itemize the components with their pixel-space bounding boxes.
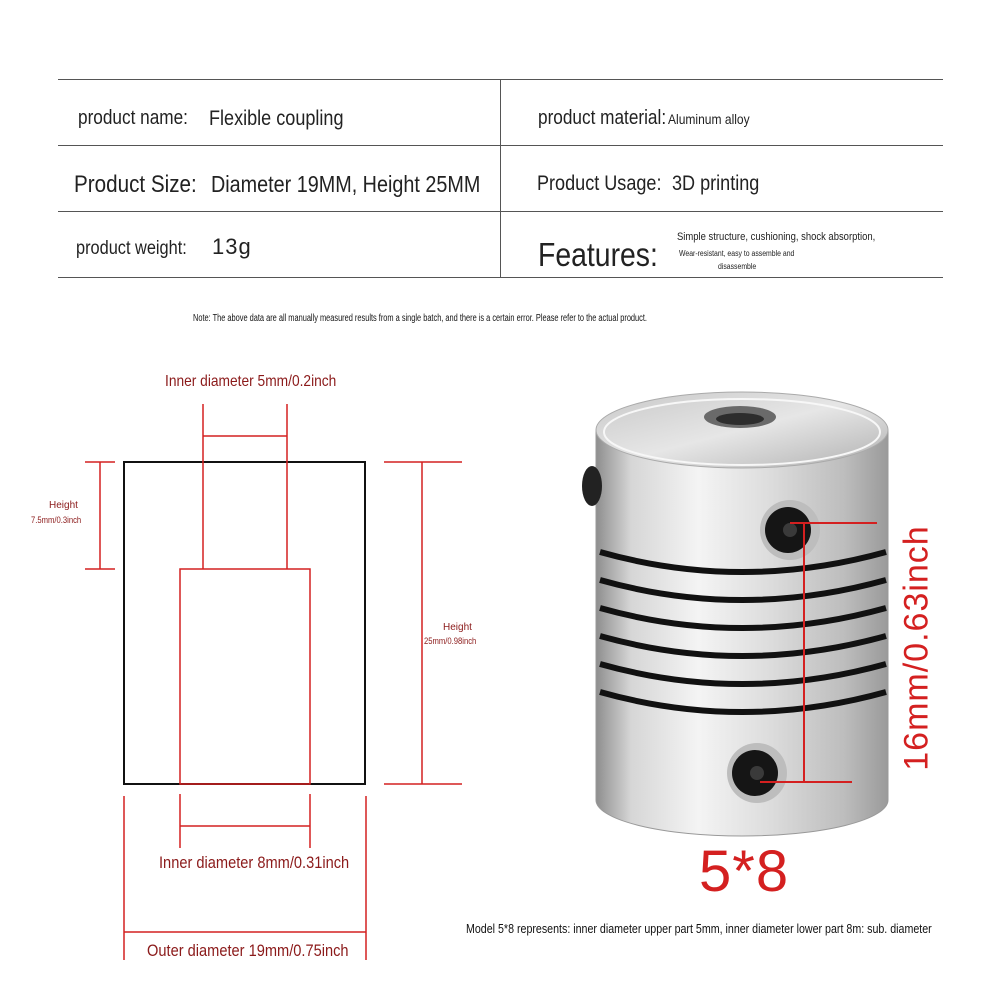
product-material-label: product material: bbox=[538, 107, 667, 129]
product-weight-label: product weight: bbox=[76, 238, 187, 259]
features-value-line-3: disassemble bbox=[718, 262, 757, 271]
bore-hole-inner bbox=[716, 413, 764, 425]
screw-distance-label: 16mm/0.63inch bbox=[897, 525, 936, 771]
model-description: Model 5*8 represents: inner diameter upper part 5mm, inner diameter lower part 8m: sub. diameter bbox=[466, 921, 932, 936]
product-weight-value: 13g bbox=[212, 234, 252, 259]
height-small-label-line-2: 7.5mm/0.3inch bbox=[31, 515, 82, 525]
features-value-line-1: Simple structure, cushioning, shock absorption, bbox=[677, 231, 876, 243]
product-usage-label: Product Usage: bbox=[537, 172, 662, 195]
lower-screw-socket bbox=[750, 766, 764, 780]
product-usage-value: 3D printing bbox=[672, 172, 760, 195]
product-material-value: Aluminum alloy bbox=[668, 111, 750, 127]
upper-screw-socket bbox=[783, 523, 797, 537]
height-total-label-line-1: Height bbox=[443, 622, 472, 633]
height-small-label-line-1: Height bbox=[49, 500, 78, 511]
product-name-label: product name: bbox=[78, 107, 188, 129]
measurement-note: Note: The above data are all manually measured results from a single batch, and there is a certain error. Please refer to the actual product. bbox=[193, 313, 647, 324]
product-name-value: Flexible coupling bbox=[209, 107, 344, 130]
product-size-value: Diameter 19MM, Height 25MM bbox=[211, 171, 481, 197]
product-size-label: Product Size: bbox=[74, 171, 197, 198]
height-total-label-line-2: 25mm/0.98inch bbox=[424, 636, 477, 646]
inner-diameter-top-label: Inner diameter 5mm/0.2inch bbox=[165, 373, 337, 390]
model-label: 5*8 bbox=[699, 839, 790, 904]
features-label: Features: bbox=[538, 236, 658, 273]
features-value-line-2: Wear-resistant, easy to assemble and bbox=[679, 249, 795, 258]
side-screw bbox=[582, 466, 602, 506]
coupling-top-face bbox=[596, 392, 888, 468]
outer-diameter-label: Outer diameter 19mm/0.75inch bbox=[147, 941, 349, 960]
inner-diameter-bottom-label: Inner diameter 8mm/0.31inch bbox=[159, 853, 350, 872]
